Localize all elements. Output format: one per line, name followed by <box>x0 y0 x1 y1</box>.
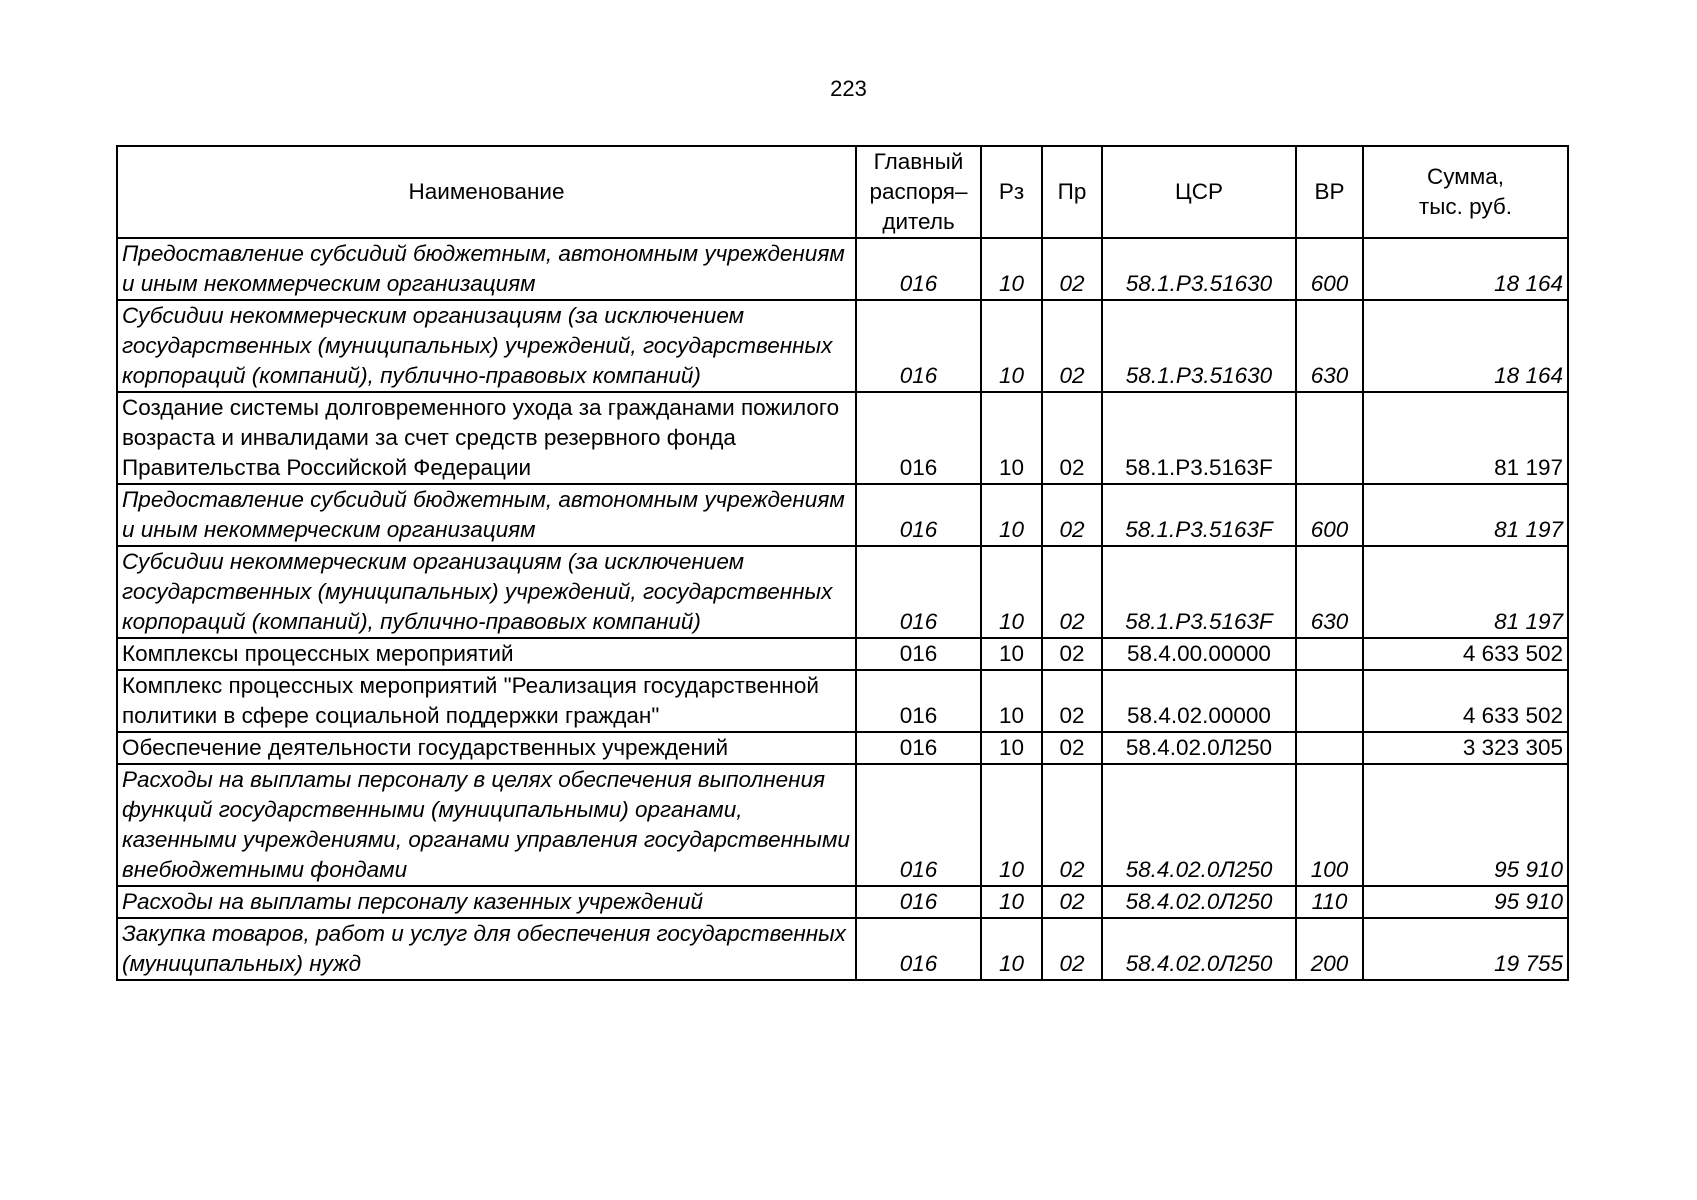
cell-name: Расходы на выплаты персоналу казенных учреждений <box>117 886 856 918</box>
cell-name: Закупка товаров, работ и услуг для обеспечения государственных (муниципальных) нужд <box>117 918 856 980</box>
cell-amount: 18 164 <box>1363 238 1568 300</box>
cell-amount: 18 164 <box>1363 300 1568 392</box>
table-row <box>117 546 1568 638</box>
cell-main-manager: 016 <box>856 484 981 546</box>
cell-name: Расходы на выплаты персоналу в целях обеспечения выполнения функций государственными (муниципальными) органами, казенными учреждениями, органами управления государственными внебюджетными фондами <box>117 764 856 886</box>
cell-main-manager: 016 <box>856 918 981 980</box>
cell-section: 10 <box>981 392 1042 484</box>
cell-name: Субсидии некоммерческим организациям (за исключением государственных (муниципальных) учреждений, государственных корпораций (компаний), публично-правовых компаний) <box>117 546 856 638</box>
cell-main-manager: 016 <box>856 732 981 764</box>
cell-name: Комплекс процессных мероприятий "Реализация государственной политики в сфере социальной поддержки граждан" <box>117 670 856 732</box>
table-body <box>117 238 1568 980</box>
cell-expense-type: 110 <box>1296 886 1363 918</box>
cell-amount: 4 633 502 <box>1363 670 1568 732</box>
table-row <box>117 484 1568 546</box>
cell-target-article: 58.4.02.0Л250 <box>1102 732 1296 764</box>
cell-name: Субсидии некоммерческим организациям (за исключением государственных (муниципальных) учреждений, государственных корпораций (компаний), публично-правовых компаний) <box>117 300 856 392</box>
cell-name: Предоставление субсидий бюджетным, автономным учреждениям и иным некоммерческим организациям <box>117 484 856 546</box>
cell-subsection: 02 <box>1042 638 1102 670</box>
cell-subsection: 02 <box>1042 886 1102 918</box>
header-amount-line1: Сумма, <box>1427 164 1504 189</box>
cell-section: 10 <box>981 484 1042 546</box>
cell-main-manager: 016 <box>856 886 981 918</box>
page-number: 223 <box>830 76 867 101</box>
cell-main-manager: 016 <box>856 670 981 732</box>
header-expense-type: ВР <box>1296 146 1363 238</box>
table-row <box>117 886 1568 918</box>
cell-expense-type: 630 <box>1296 300 1363 392</box>
cell-expense-type: 630 <box>1296 546 1363 638</box>
cell-main-manager: 016 <box>856 638 981 670</box>
cell-main-manager: 016 <box>856 392 981 484</box>
cell-main-manager: 016 <box>856 238 981 300</box>
cell-main-manager: 016 <box>856 546 981 638</box>
header-amount <box>1363 146 1568 238</box>
cell-amount: 19 755 <box>1363 918 1568 980</box>
cell-expense-type <box>1296 732 1363 764</box>
cell-section: 10 <box>981 886 1042 918</box>
cell-subsection: 02 <box>1042 670 1102 732</box>
cell-expense-type <box>1296 638 1363 670</box>
cell-expense-type: 600 <box>1296 238 1363 300</box>
cell-section: 10 <box>981 546 1042 638</box>
header-main-manager-line2: распоря– <box>869 179 968 204</box>
cell-expense-type: 100 <box>1296 764 1363 886</box>
cell-section: 10 <box>981 764 1042 886</box>
cell-target-article: 58.1.Р3.5163F <box>1102 484 1296 546</box>
cell-name: Предоставление субсидий бюджетным, автономным учреждениям и иным некоммерческим организациям <box>117 238 856 300</box>
budget-table <box>116 145 1569 981</box>
cell-expense-type <box>1296 392 1363 484</box>
table-row <box>117 918 1568 980</box>
header-amount-line2: тыс. руб. <box>1418 194 1513 219</box>
cell-main-manager: 016 <box>856 300 981 392</box>
cell-section: 10 <box>981 670 1042 732</box>
cell-section: 10 <box>981 238 1042 300</box>
cell-amount: 81 197 <box>1363 392 1568 484</box>
cell-subsection: 02 <box>1042 300 1102 392</box>
cell-target-article: 58.1.Р3.51630 <box>1102 300 1296 392</box>
header-main-manager-line1: Главный <box>873 149 964 174</box>
table-row <box>117 392 1568 484</box>
table-row <box>117 638 1568 670</box>
table-row <box>117 670 1568 732</box>
cell-target-article: 58.1.Р3.5163F <box>1102 546 1296 638</box>
table-row <box>117 238 1568 300</box>
cell-target-article: 58.4.02.0Л250 <box>1102 764 1296 886</box>
cell-expense-type: 200 <box>1296 918 1363 980</box>
cell-target-article: 58.1.Р3.5163F <box>1102 392 1296 484</box>
cell-main-manager: 016 <box>856 764 981 886</box>
header-subsection: Пр <box>1042 146 1102 238</box>
table-row <box>117 764 1568 886</box>
cell-name: Обеспечение деятельности государственных учреждений <box>117 732 856 764</box>
cell-amount: 81 197 <box>1363 484 1568 546</box>
cell-target-article: 58.4.02.00000 <box>1102 670 1296 732</box>
cell-amount: 95 910 <box>1363 886 1568 918</box>
header-main-manager <box>856 146 981 238</box>
cell-subsection: 02 <box>1042 764 1102 886</box>
cell-target-article: 58.4.00.00000 <box>1102 638 1296 670</box>
cell-expense-type: 600 <box>1296 484 1363 546</box>
header-section: Рз <box>981 146 1042 238</box>
header-target-article: ЦСР <box>1102 146 1296 238</box>
cell-amount: 3 323 305 <box>1363 732 1568 764</box>
cell-amount: 4 633 502 <box>1363 638 1568 670</box>
cell-subsection: 02 <box>1042 484 1102 546</box>
cell-section: 10 <box>981 918 1042 980</box>
cell-section: 10 <box>981 638 1042 670</box>
header-main-manager-line3: дитель <box>882 209 955 234</box>
header-name: Наименование <box>117 146 856 238</box>
table-row <box>117 300 1568 392</box>
cell-section: 10 <box>981 732 1042 764</box>
cell-amount: 95 910 <box>1363 764 1568 886</box>
table-header-row <box>117 146 1568 238</box>
cell-section: 10 <box>981 300 1042 392</box>
cell-expense-type <box>1296 670 1363 732</box>
cell-subsection: 02 <box>1042 546 1102 638</box>
cell-subsection: 02 <box>1042 392 1102 484</box>
cell-subsection: 02 <box>1042 238 1102 300</box>
cell-subsection: 02 <box>1042 918 1102 980</box>
cell-name: Создание системы долговременного ухода за гражданами пожилого возраста и инвалидами за счет средств резервного фонда Правительства Российской Федерации <box>117 392 856 484</box>
cell-target-article: 58.4.02.0Л250 <box>1102 886 1296 918</box>
table-row <box>117 732 1568 764</box>
cell-amount: 81 197 <box>1363 546 1568 638</box>
cell-target-article: 58.4.02.0Л250 <box>1102 918 1296 980</box>
cell-name: Комплексы процессных мероприятий <box>117 638 856 670</box>
cell-subsection: 02 <box>1042 732 1102 764</box>
cell-target-article: 58.1.Р3.51630 <box>1102 238 1296 300</box>
